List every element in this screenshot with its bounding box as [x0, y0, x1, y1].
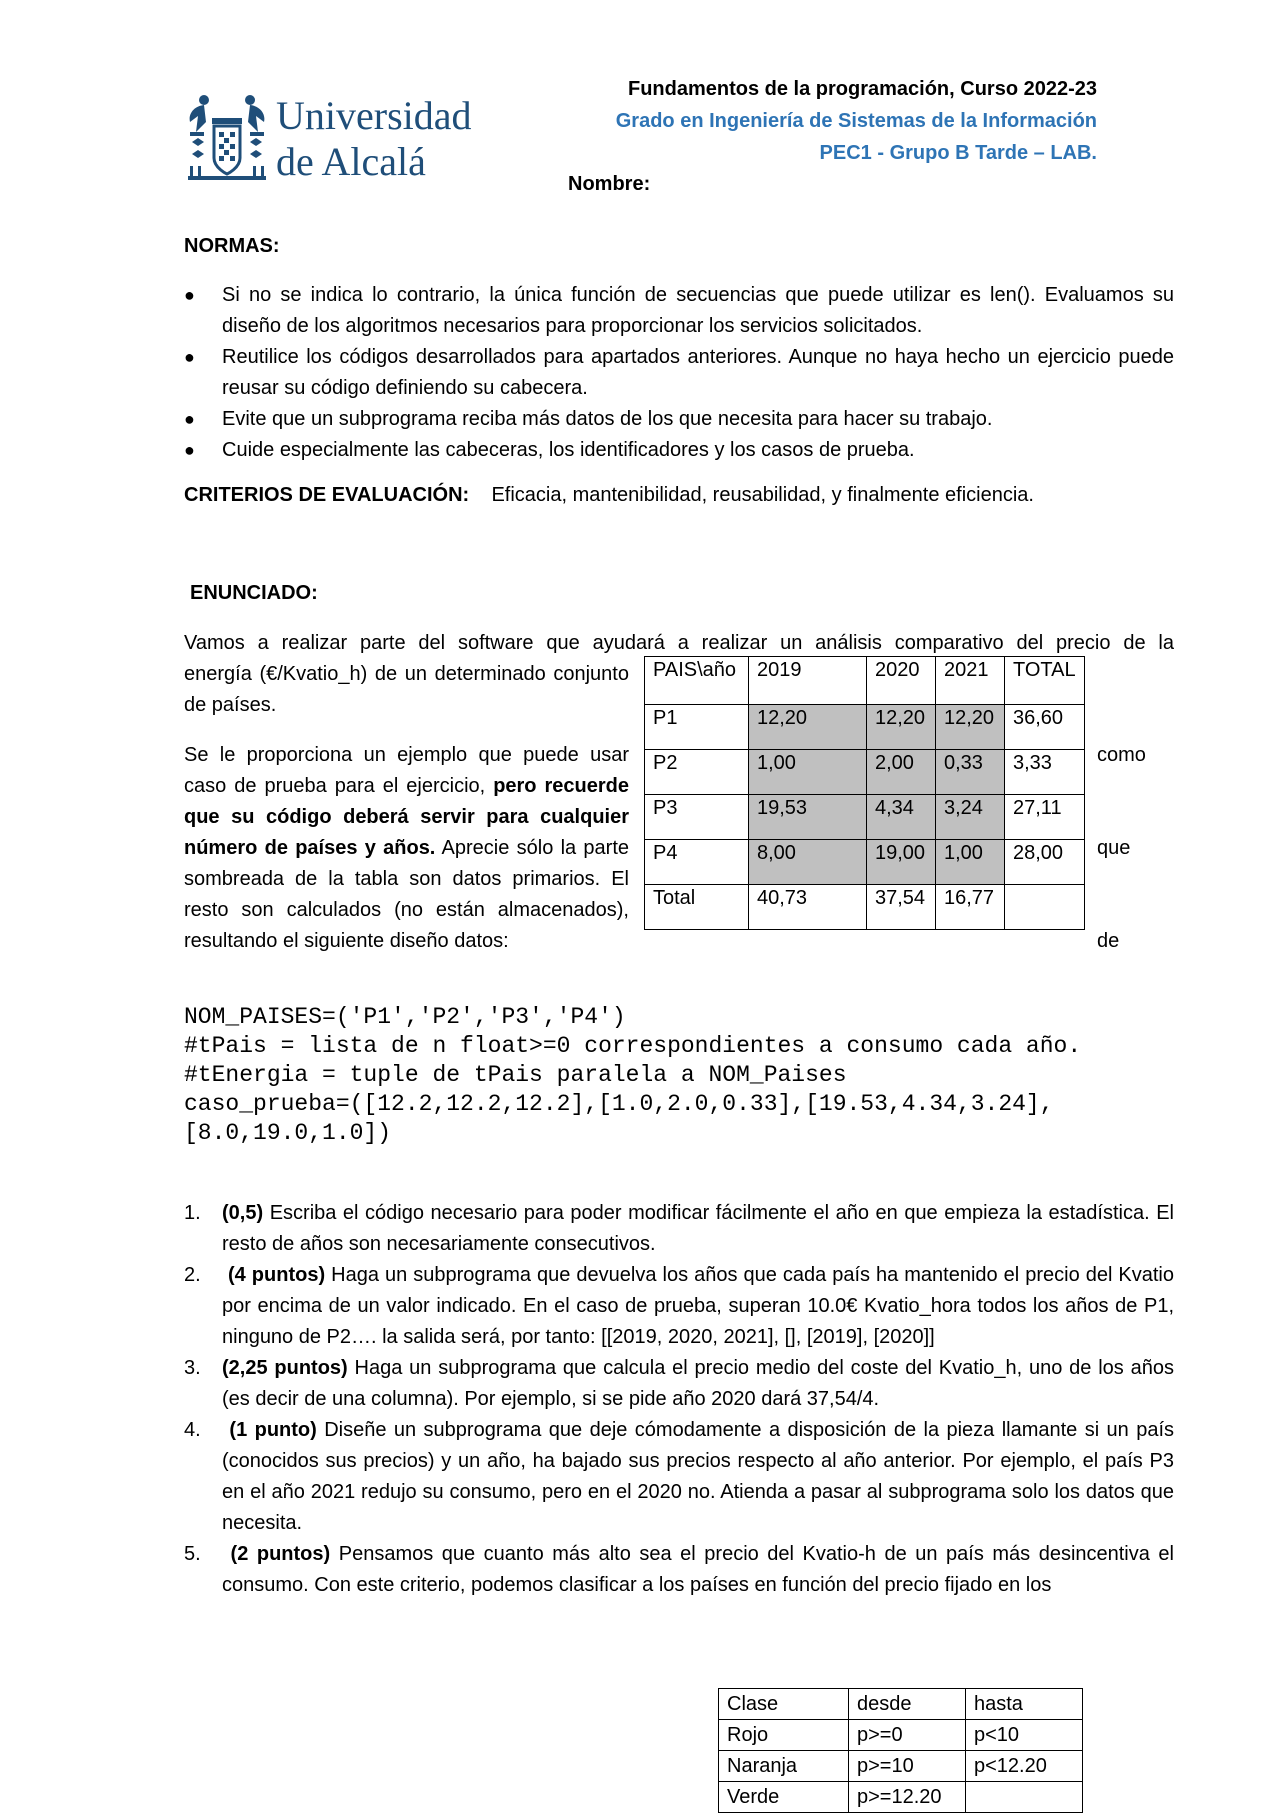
code-line: [8.0,19.0,1.0]) [184, 1120, 392, 1146]
code-line: #tPais = lista de n float>=0 correspondientes a consumo cada año. [184, 1033, 1082, 1059]
energy-price-table [644, 656, 1085, 930]
rule-item: ● Evite que un subprograma reciba más datos de los que necesita para hacer su trabajo. [184, 404, 1174, 435]
question-item: 3. (2,25 puntos) Haga un subprograma que calcula el precio medio del coste del Kvatio_h, uno de los años (es decir de una columna). Por ejemplo, si se pide año 2020 dará 37,54/4. [184, 1357, 1174, 1410]
table-row: Rojo p>=0 p<10 [719, 1720, 1083, 1751]
code-line: caso_prueba=([12.2,12.2,12.2],[1.0,2.0,0.33],[19.53,4.34,3.24], [184, 1091, 1054, 1117]
table-row: P1 12,20 12,20 12,20 36,60 [645, 705, 1085, 750]
code-line: NOM_PAISES=('P1','P2','P3','P4') [184, 1004, 626, 1030]
question-item: 4. (1 punto) Diseñe un subprograma que deje cómodamente a disposición de la pieza llamante si un país (conocidos sus precios) y un año, ha bajado sus precios respecto al año anterior. Por ejemplo, el país P3 en el año 2021 redujo su consumo, pero en el 2020 no. Atienda a pasar al subprograma solo los datos que necesita. [184, 1419, 1175, 1534]
statement-word-que: que [1097, 837, 1131, 859]
course-title: Fundamentos de la programación, Curso 2022-23 [627, 78, 1097, 100]
statement-intro-line1: Vamos a realizar parte del software que ayudará a realizar un análisis comparativo del precio de la [184, 632, 1174, 654]
statement-intro-rest: energía (€/Kvatio_h) de un determinado conjunto de países. [184, 663, 629, 716]
code-line: #tEnergia = tuple de tPais paralela a NOM_Paises [184, 1062, 847, 1088]
rule-item: ● Reutilice los códigos desarrollados para apartados anteriores. Aunque no haya hecho un ejercicio puede reusar su código definiendo su cabecera. [184, 342, 1174, 404]
criteria-label: CRITERIOS DE EVALUACIÓN: [184, 484, 470, 506]
bullet-icon: ● [184, 285, 195, 305]
statement-word-como: como [1097, 744, 1146, 766]
bullet-icon: ● [184, 347, 195, 367]
table-row: Naranja p>=10 p<12.20 [719, 1751, 1083, 1782]
table-row: P2 1,00 2,00 0,33 3,33 [645, 750, 1085, 795]
university-name-line2: de Alcalá [276, 139, 426, 184]
table-total-row: Total 40,73 37,54 16,77 [645, 885, 1085, 930]
table-row: Verde p>=12.20 [719, 1782, 1083, 1813]
university-name-line1: Universidad [276, 93, 472, 138]
table-header-row: PAIS\año 2019 2020 2021 TOTAL [645, 657, 1085, 705]
name-label: Nombre: [568, 173, 651, 195]
bullet-icon: ● [184, 409, 195, 429]
table-header-row: Clase desde hasta [719, 1689, 1083, 1720]
bullet-icon: ● [184, 440, 195, 460]
rules-title: NORMAS: [184, 235, 280, 257]
statement-word-de: de [1097, 930, 1120, 952]
question-item: 1. (0,5) Escriba el código necesario para poder modificar fácilmente el año en que empieza la estadística. El resto de años son necesariamente consecutivos. [184, 1202, 1174, 1255]
statement-example: Se le proporciona un ejemplo que puede usar caso de prueba para el ejercicio, pero recuerde que su código deberá servir para cualquier número de países y años. Aprecie sólo la parte sombreada de la tabla son datos primarios. El resto son calculados (no están almacenados), resultando el siguiente diseño datos: [184, 744, 630, 952]
question-item: 5. (2 puntos) Pensamos que cuanto más alto sea el precio del Kvatio-h de un país más desincentiva el consumo. Con este criterio, podemos clasificar a los países en función del precio fijado en los [184, 1543, 1174, 1596]
group-title: PEC1 - Grupo B Tarde – LAB. [819, 142, 1097, 164]
rule-item: ● Cuide especialmente las cabeceras, los identificadores y los casos de prueba. [184, 435, 1174, 466]
price-class-table [718, 1688, 1083, 1813]
statement-title: ENUNCIADO: [190, 582, 318, 604]
table-row: P3 19,53 4,34 3,24 27,11 [645, 795, 1085, 840]
table-row: P4 8,00 19,00 1,00 28,00 [645, 840, 1085, 885]
criteria-text: Eficacia, mantenibilidad, reusabilidad, y finalmente eficiencia. [491, 484, 1034, 506]
statement-emphasis: pero recuerde que su código deberá servir para cualquier número de países y años. [184, 775, 630, 859]
university-crest-icon [184, 92, 270, 184]
degree-title: Grado en Ingeniería de Sistemas de la Información [615, 110, 1097, 132]
criteria [184, 484, 1034, 507]
rule-item: ● Si no se indica lo contrario, la única función de secuencias que puede utilizar es len(). Evaluamos su diseño de los algoritmos necesarios para proporcionar los servicios solicitados. [184, 280, 1174, 342]
question-item: 2. (4 puntos) Haga un subprograma que devuelva los años que cada país ha mantenido el precio del Kvatio por encima de un valor indicado. En el caso de prueba, superan 10.0€ Kvatio_hora todos los años de P1, ninguno de P2…. la salida será, por tanto: [[2019, 2020, 2021], [], [2019], [2020]] [184, 1264, 1174, 1348]
